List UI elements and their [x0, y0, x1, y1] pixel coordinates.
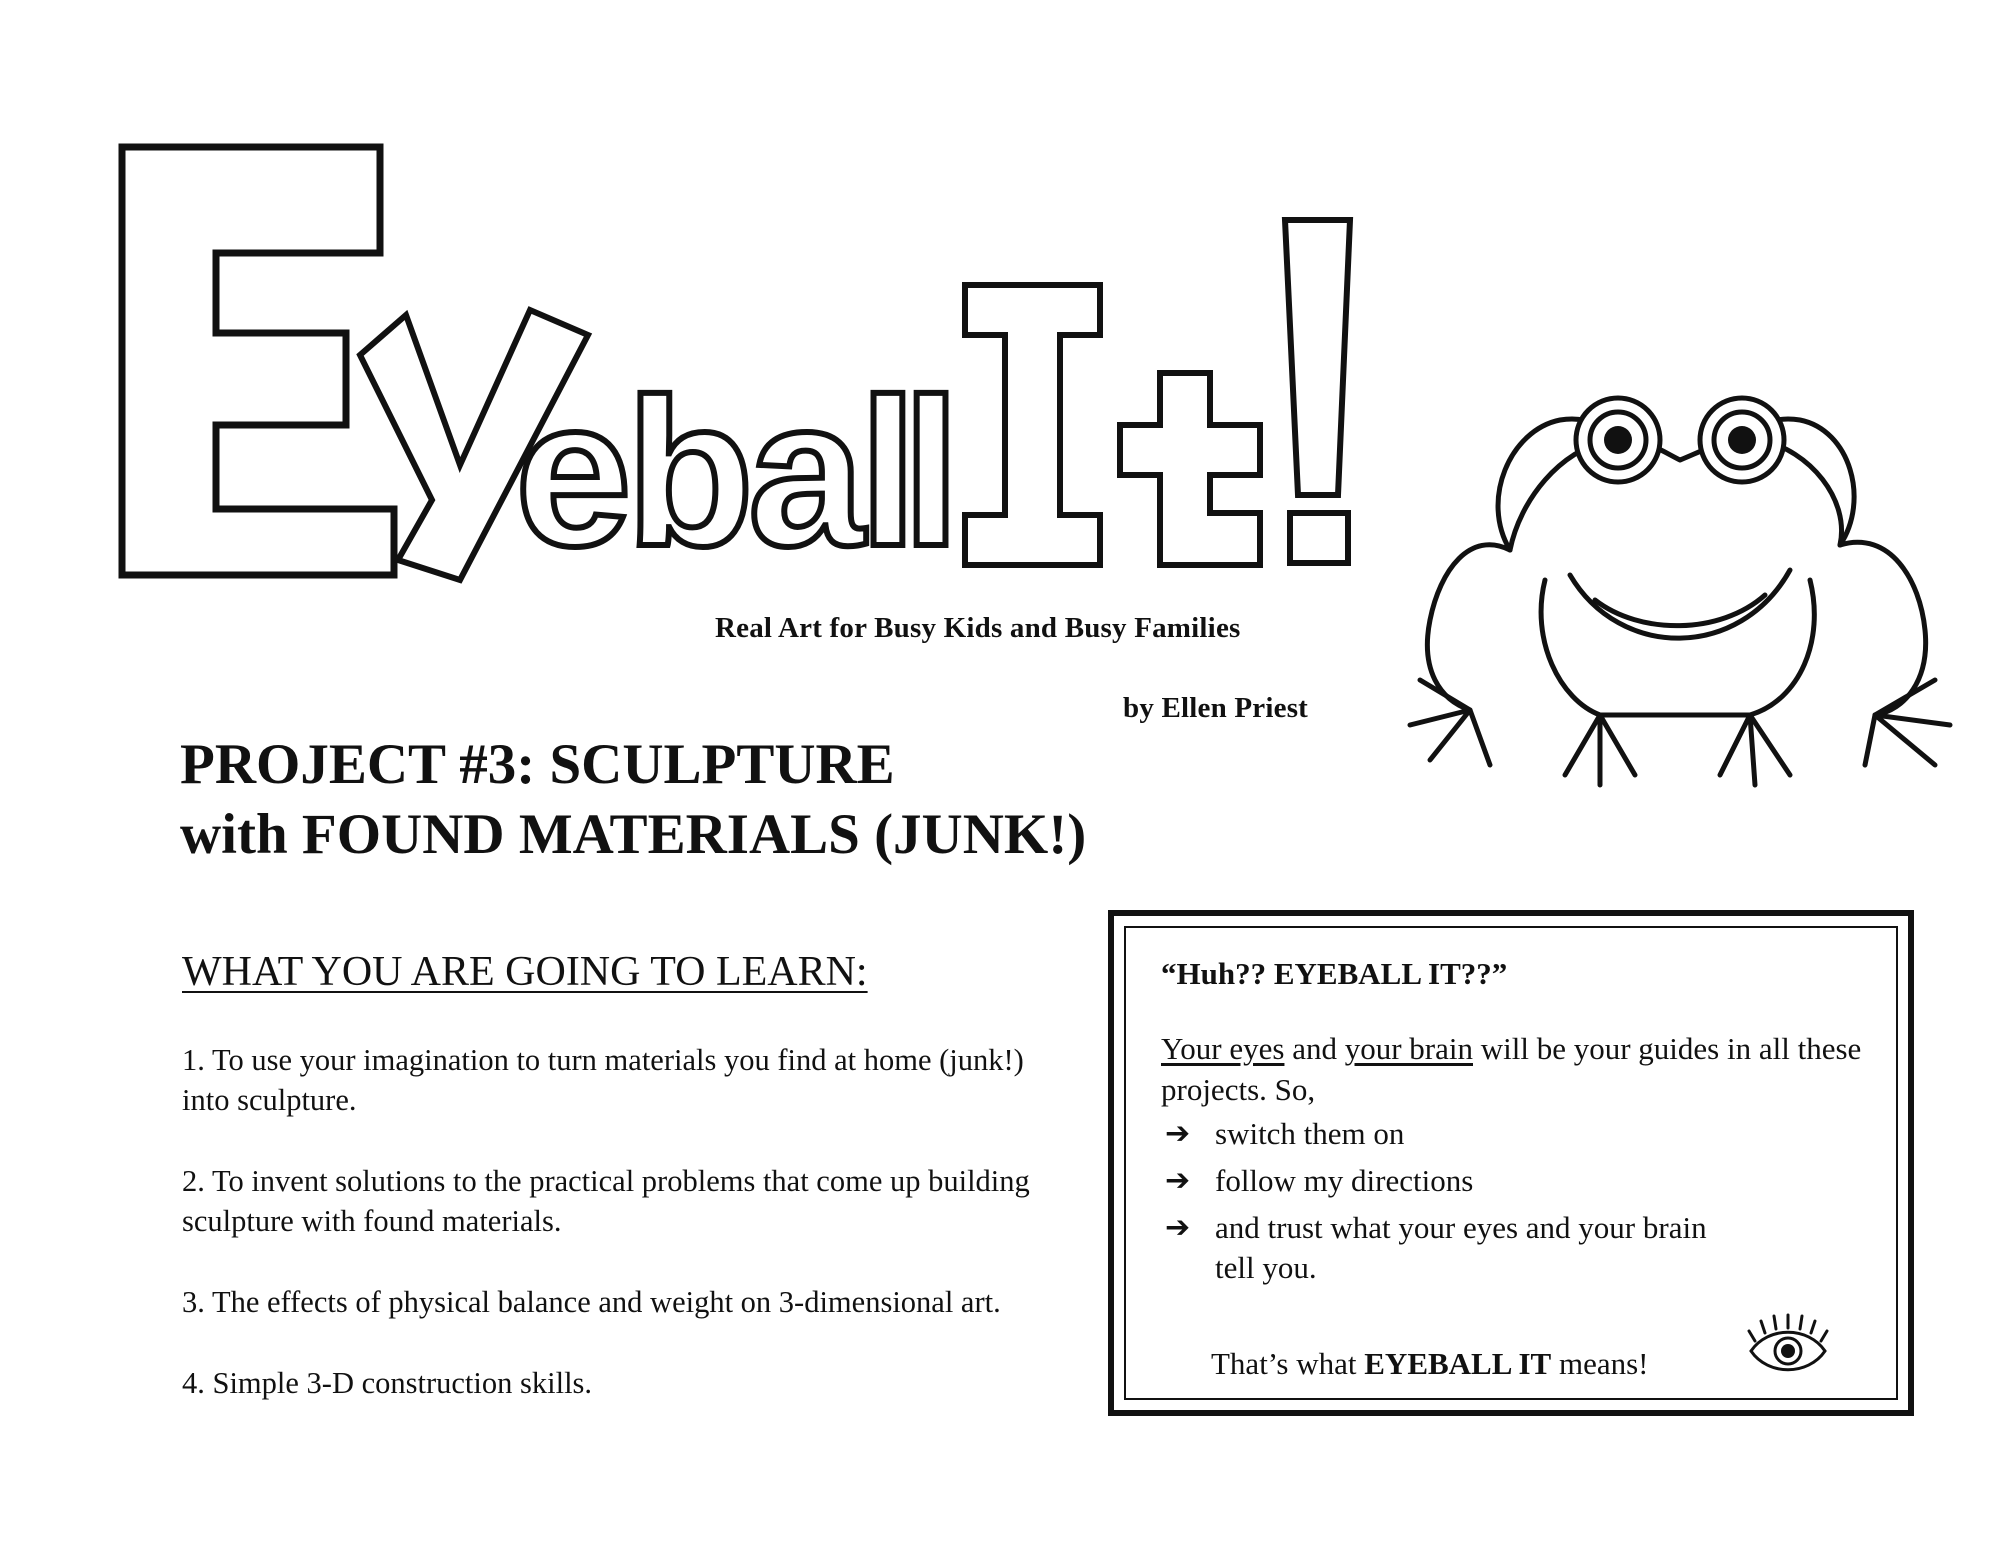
- learn-item: 4. Simple 3-D construction skills.: [182, 1366, 593, 1400]
- logo-letter-i: [965, 285, 1100, 565]
- project-title-line2: with FOUND MATERIALS (JUNK!): [180, 803, 1087, 866]
- title-logo: [110, 135, 1410, 605]
- logo-letter-e: [122, 147, 394, 575]
- frog-illustration: [1360, 380, 2000, 800]
- callout-intro-rest: will be your guides in all these projects. So,: [1161, 1031, 1862, 1107]
- logo-exclamation-dot: [1290, 513, 1348, 563]
- learn-item: 1. To use your imagination to turn materials you find at home (junk!) into sculpture.: [182, 1043, 1024, 1117]
- logo-letter-l: l: [902, 355, 961, 590]
- callout-intro: [1161, 1028, 1881, 1110]
- logo-letters-ebal: ebal: [515, 355, 912, 590]
- callout-bullet-text: follow my directions: [1215, 1163, 1474, 1198]
- callout-closing: [1211, 1346, 1648, 1382]
- callout-bullet-text: switch them on: [1215, 1116, 1405, 1151]
- logo-letter-t: [1120, 373, 1260, 565]
- callout-intro-brain: your brain: [1344, 1031, 1473, 1066]
- callout-inner-border: [1124, 926, 1898, 1400]
- learn-heading: WHAT YOU ARE GOING TO LEARN:: [182, 949, 868, 995]
- closing-pre: That’s what: [1211, 1346, 1365, 1381]
- callout-heading: “Huh?? EYEBALL IT??”: [1161, 956, 1508, 991]
- eye-icon: [1743, 1311, 1833, 1387]
- byline: by Ellen Priest: [1123, 692, 1309, 724]
- callout-intro-and: and: [1284, 1031, 1345, 1066]
- closing-post: means!: [1551, 1346, 1649, 1381]
- callout-intro-eyes: Your eyes: [1161, 1031, 1285, 1066]
- project-title-line1: PROJECT #3: SCULPTURE: [180, 733, 895, 796]
- tagline: Real Art for Busy Kids and Busy Families: [715, 612, 1241, 644]
- learn-list: [182, 1040, 1062, 1444]
- closing-bold: EYEBALL IT: [1364, 1346, 1552, 1381]
- callout-bullet: [1165, 1157, 1881, 1204]
- callout-bullet: [1165, 1110, 1881, 1157]
- callout-bullet: [1165, 1204, 1881, 1288]
- arrow-right-icon: ➔: [1165, 1210, 1191, 1245]
- arrow-right-icon: ➔: [1165, 1116, 1191, 1151]
- learn-item: 2. To invent solutions to the practical problems that come up building sculpture with found materials.: [182, 1164, 1030, 1238]
- project-title: [180, 730, 1086, 870]
- arrow-right-icon: ➔: [1165, 1163, 1191, 1198]
- eyeball-it-callout-box: [1108, 910, 1914, 1416]
- learn-item: 3. The effects of physical balance and weight on 3-dimensional art.: [182, 1285, 1001, 1319]
- callout-bullet-text: and trust what your eyes and your brain: [1215, 1210, 1707, 1245]
- callout-bullet-continuation: tell you.: [1215, 1250, 1317, 1285]
- callout-body: [1161, 1028, 1881, 1288]
- logo-exclamation: [1285, 220, 1350, 495]
